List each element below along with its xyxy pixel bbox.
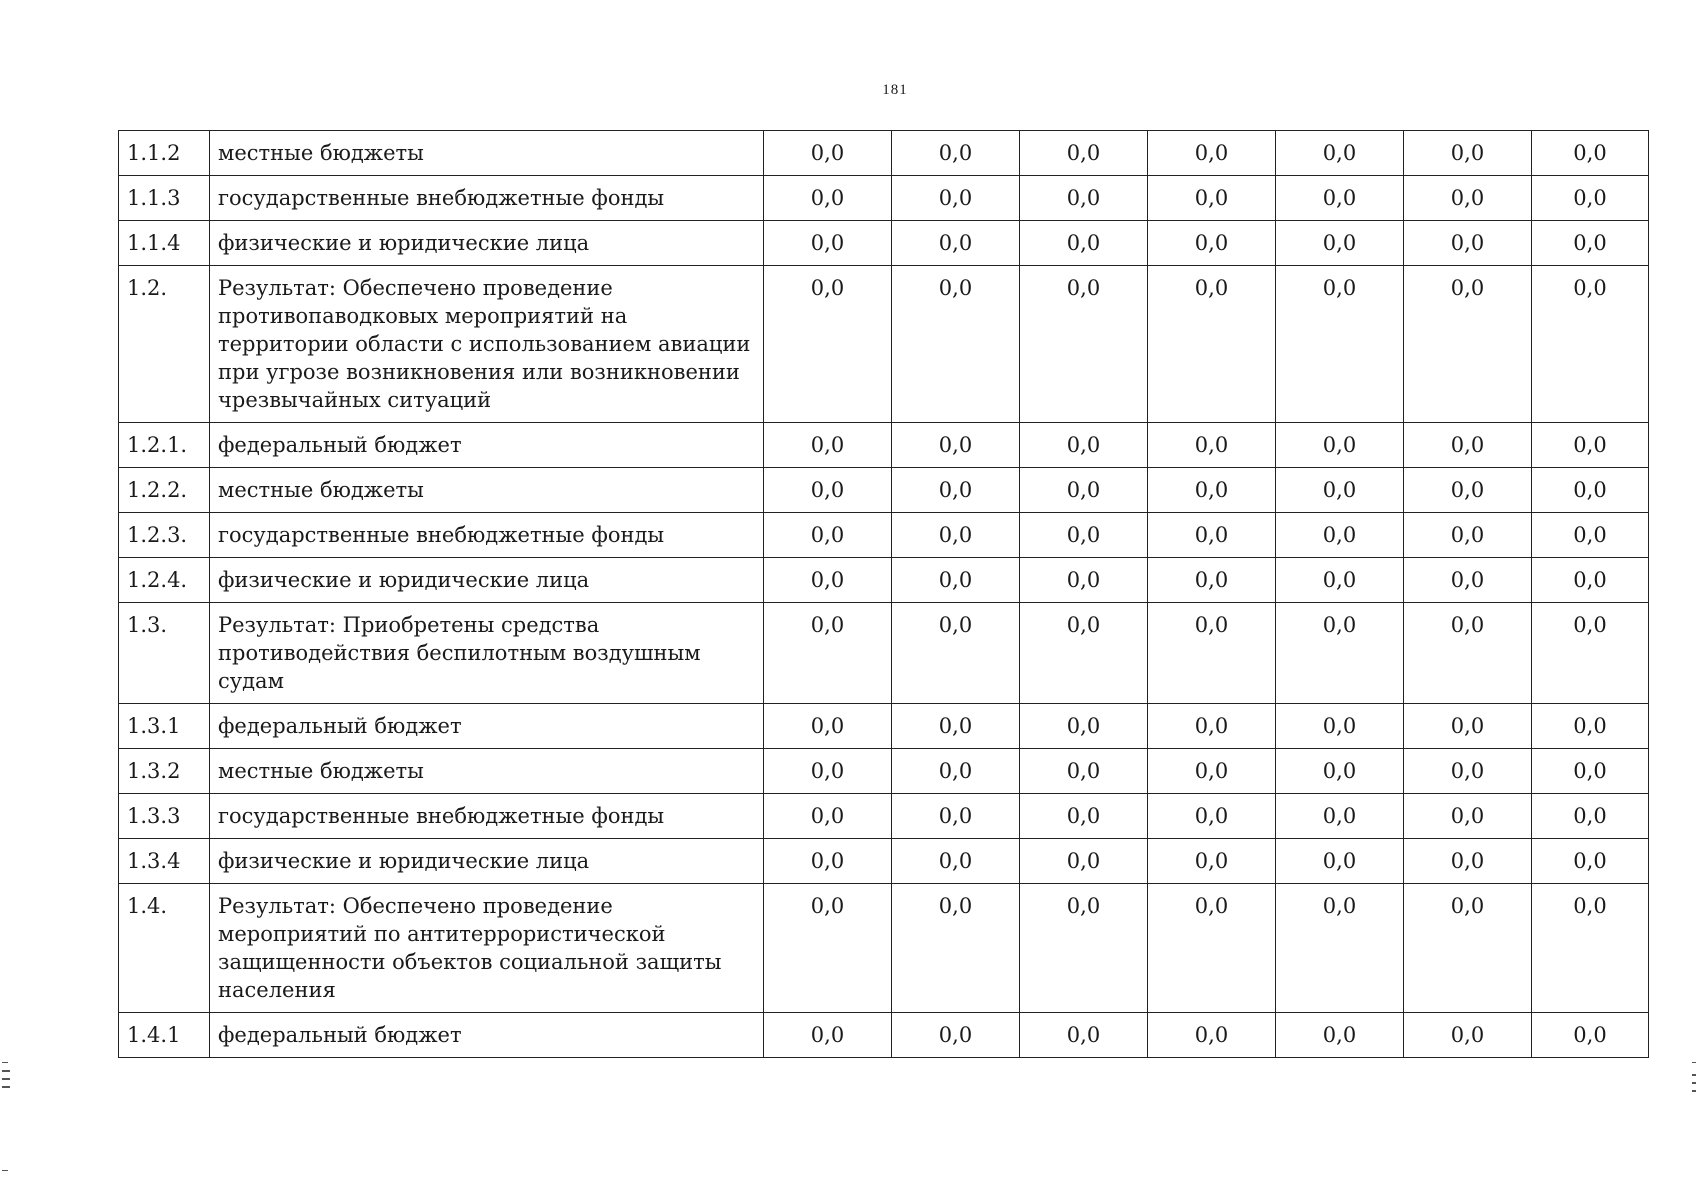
value-cell: 0,0 [1020, 176, 1148, 221]
row-description-cell: федеральный бюджет [210, 704, 764, 749]
value-cell: 0,0 [1276, 266, 1404, 423]
row-number-cell: 1.2. [119, 266, 210, 423]
row-description-cell: местные бюджеты [210, 468, 764, 513]
row-number-cell: 1.3.2 [119, 749, 210, 794]
scan-margin-mark [1692, 1062, 1696, 1063]
value-cell: 0,0 [1276, 423, 1404, 468]
value-cell: 0,0 [1532, 603, 1649, 704]
table-row [119, 423, 1649, 468]
value-cell: 0,0 [1532, 794, 1649, 839]
value-cell: 0,0 [1404, 423, 1532, 468]
value-cell: 0,0 [1276, 558, 1404, 603]
table-body [119, 131, 1649, 1058]
scan-margin-mark [1692, 1082, 1696, 1084]
value-cell: 0,0 [1020, 423, 1148, 468]
value-cell: 0,0 [1148, 558, 1276, 603]
value-cell: 0,0 [1404, 1013, 1532, 1058]
row-number-cell: 1.3. [119, 603, 210, 704]
budget-table [118, 130, 1649, 1058]
value-cell: 0,0 [1020, 266, 1148, 423]
value-cell: 0,0 [1020, 558, 1148, 603]
table-row [119, 266, 1649, 423]
value-cell: 0,0 [1276, 176, 1404, 221]
value-cell: 0,0 [1020, 794, 1148, 839]
value-cell: 0,0 [1276, 749, 1404, 794]
value-cell: 0,0 [1532, 839, 1649, 884]
value-cell: 0,0 [1532, 558, 1649, 603]
value-cell: 0,0 [1276, 1013, 1404, 1058]
value-cell: 0,0 [1532, 131, 1649, 176]
value-cell: 0,0 [892, 749, 1020, 794]
value-cell: 0,0 [1404, 176, 1532, 221]
value-cell: 0,0 [764, 1013, 892, 1058]
value-cell: 0,0 [1276, 794, 1404, 839]
value-cell: 0,0 [1404, 266, 1532, 423]
row-description-cell: физические и юридические лица [210, 221, 764, 266]
value-cell: 0,0 [1276, 468, 1404, 513]
value-cell: 0,0 [1148, 839, 1276, 884]
row-description-cell: физические и юридические лица [210, 558, 764, 603]
value-cell: 0,0 [764, 513, 892, 558]
value-cell: 0,0 [892, 513, 1020, 558]
row-number-cell: 1.3.4 [119, 839, 210, 884]
value-cell: 0,0 [1404, 839, 1532, 884]
row-number-cell: 1.1.2 [119, 131, 210, 176]
value-cell: 0,0 [764, 839, 892, 884]
value-cell: 0,0 [1404, 794, 1532, 839]
value-cell: 0,0 [1148, 1013, 1276, 1058]
row-description-cell: государственные внебюджетные фонды [210, 794, 764, 839]
value-cell: 0,0 [1020, 131, 1148, 176]
value-cell: 0,0 [1276, 884, 1404, 1013]
row-number-cell: 1.2.4. [119, 558, 210, 603]
value-cell: 0,0 [1404, 603, 1532, 704]
table-row [119, 884, 1649, 1013]
table-row [119, 558, 1649, 603]
value-cell: 0,0 [1148, 468, 1276, 513]
row-description-cell: Результат: Приобретены средства противодействия беспилотным воздушным судам [210, 603, 764, 704]
value-cell: 0,0 [1020, 221, 1148, 266]
table-row [119, 221, 1649, 266]
value-cell: 0,0 [764, 603, 892, 704]
value-cell: 0,0 [1148, 794, 1276, 839]
value-cell: 0,0 [892, 266, 1020, 423]
value-cell: 0,0 [1532, 221, 1649, 266]
value-cell: 0,0 [1020, 1013, 1148, 1058]
value-cell: 0,0 [1148, 423, 1276, 468]
value-cell: 0,0 [1148, 266, 1276, 423]
table-row [119, 839, 1649, 884]
value-cell: 0,0 [1532, 266, 1649, 423]
row-description-cell: федеральный бюджет [210, 1013, 764, 1058]
value-cell: 0,0 [764, 704, 892, 749]
value-cell: 0,0 [1404, 884, 1532, 1013]
value-cell: 0,0 [764, 468, 892, 513]
table-row [119, 749, 1649, 794]
value-cell: 0,0 [1020, 513, 1148, 558]
row-number-cell: 1.2.1. [119, 423, 210, 468]
value-cell: 0,0 [1148, 884, 1276, 1013]
value-cell: 0,0 [1276, 221, 1404, 266]
value-cell: 0,0 [1148, 603, 1276, 704]
value-cell: 0,0 [1020, 749, 1148, 794]
value-cell: 0,0 [1404, 221, 1532, 266]
scan-margin-mark [2, 1078, 10, 1080]
table-row [119, 1013, 1649, 1058]
value-cell: 0,0 [1532, 468, 1649, 513]
value-cell: 0,0 [1148, 131, 1276, 176]
value-cell: 0,0 [892, 558, 1020, 603]
value-cell: 0,0 [892, 468, 1020, 513]
scan-margin-mark [2, 1086, 10, 1088]
row-description-cell: физические и юридические лица [210, 839, 764, 884]
value-cell: 0,0 [1404, 131, 1532, 176]
value-cell: 0,0 [764, 558, 892, 603]
table-row [119, 794, 1649, 839]
table-row [119, 603, 1649, 704]
row-number-cell: 1.3.3 [119, 794, 210, 839]
row-number-cell: 1.4.1 [119, 1013, 210, 1058]
value-cell: 0,0 [1148, 513, 1276, 558]
table-row [119, 468, 1649, 513]
scan-margin-mark [1692, 1090, 1696, 1092]
value-cell: 0,0 [892, 221, 1020, 266]
value-cell: 0,0 [1276, 131, 1404, 176]
value-cell: 0,0 [1532, 749, 1649, 794]
value-cell: 0,0 [1148, 176, 1276, 221]
value-cell: 0,0 [892, 794, 1020, 839]
value-cell: 0,0 [764, 221, 892, 266]
value-cell: 0,0 [1532, 423, 1649, 468]
row-number-cell: 1.3.1 [119, 704, 210, 749]
row-description-cell: государственные внебюджетные фонды [210, 513, 764, 558]
value-cell: 0,0 [1020, 468, 1148, 513]
row-description-cell: Результат: Обеспечено проведение противопаводковых мероприятий на территории области с использованием авиации при угрозе возникновения или возникновении чрезвычайных ситуаций [210, 266, 764, 423]
value-cell: 0,0 [1532, 1013, 1649, 1058]
value-cell: 0,0 [1148, 221, 1276, 266]
value-cell: 0,0 [764, 749, 892, 794]
value-cell: 0,0 [764, 176, 892, 221]
value-cell: 0,0 [1276, 603, 1404, 704]
value-cell: 0,0 [764, 266, 892, 423]
scan-margin-mark [2, 1062, 8, 1063]
value-cell: 0,0 [1276, 513, 1404, 558]
row-number-cell: 1.2.3. [119, 513, 210, 558]
value-cell: 0,0 [764, 423, 892, 468]
value-cell: 0,0 [1020, 603, 1148, 704]
table-row [119, 704, 1649, 749]
value-cell: 0,0 [1532, 884, 1649, 1013]
scan-margin-mark [2, 1170, 8, 1171]
row-description-cell: государственные внебюджетные фонды [210, 176, 764, 221]
value-cell: 0,0 [1404, 513, 1532, 558]
value-cell: 0,0 [892, 423, 1020, 468]
value-cell: 0,0 [1020, 704, 1148, 749]
value-cell: 0,0 [764, 131, 892, 176]
value-cell: 0,0 [1404, 468, 1532, 513]
value-cell: 0,0 [892, 603, 1020, 704]
value-cell: 0,0 [1148, 704, 1276, 749]
scan-margin-mark [2, 1070, 10, 1072]
value-cell: 0,0 [764, 794, 892, 839]
value-cell: 0,0 [1532, 176, 1649, 221]
row-description-cell: местные бюджеты [210, 131, 764, 176]
value-cell: 0,0 [1532, 513, 1649, 558]
value-cell: 0,0 [1404, 704, 1532, 749]
value-cell: 0,0 [1020, 884, 1148, 1013]
row-number-cell: 1.2.2. [119, 468, 210, 513]
page-number: 181 [882, 82, 908, 98]
row-number-cell: 1.1.3 [119, 176, 210, 221]
value-cell: 0,0 [764, 884, 892, 1013]
row-description-cell: местные бюджеты [210, 749, 764, 794]
row-description-cell: федеральный бюджет [210, 423, 764, 468]
value-cell: 0,0 [892, 131, 1020, 176]
row-description-cell: Результат: Обеспечено проведение мероприятий по антитеррористической защищенности объектов социальной защиты населения [210, 884, 764, 1013]
value-cell: 0,0 [892, 1013, 1020, 1058]
value-cell: 0,0 [1532, 704, 1649, 749]
table-row [119, 176, 1649, 221]
table-row [119, 513, 1649, 558]
value-cell: 0,0 [1404, 558, 1532, 603]
table-row [119, 131, 1649, 176]
value-cell: 0,0 [892, 884, 1020, 1013]
value-cell: 0,0 [1404, 749, 1532, 794]
value-cell: 0,0 [1276, 704, 1404, 749]
value-cell: 0,0 [1276, 839, 1404, 884]
value-cell: 0,0 [1020, 839, 1148, 884]
row-number-cell: 1.1.4 [119, 221, 210, 266]
value-cell: 0,0 [1148, 749, 1276, 794]
scan-margin-mark [1692, 1074, 1696, 1076]
value-cell: 0,0 [892, 176, 1020, 221]
value-cell: 0,0 [892, 704, 1020, 749]
row-number-cell: 1.4. [119, 884, 210, 1013]
value-cell: 0,0 [892, 839, 1020, 884]
